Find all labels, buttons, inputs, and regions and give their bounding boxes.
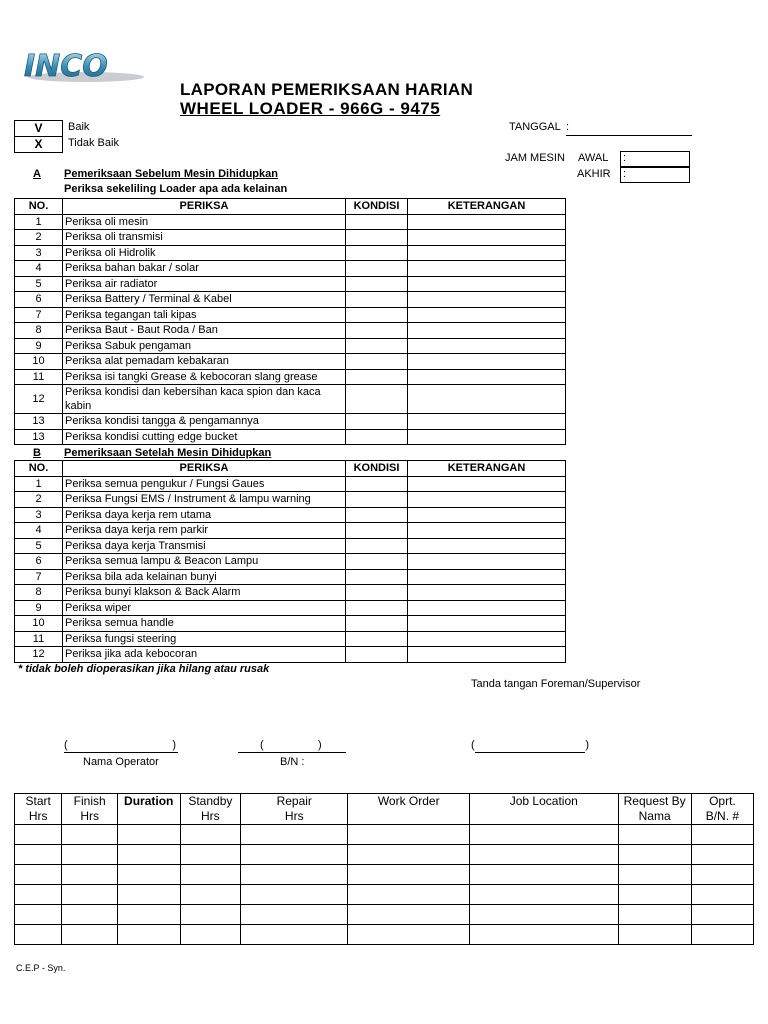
work-cell[interactable] xyxy=(470,865,618,885)
kondisi-cell[interactable] xyxy=(346,323,408,339)
keterangan-cell[interactable] xyxy=(408,554,566,570)
row-number: 6 xyxy=(15,554,63,570)
work-header-cell xyxy=(348,794,470,825)
header-keterangan: KETERANGAN xyxy=(408,461,566,477)
header-keterangan: KETERANGAN xyxy=(408,199,566,215)
row-item: Periksa kondisi cutting edge bucket xyxy=(63,429,346,445)
work-header-cell xyxy=(15,794,62,825)
table-row xyxy=(15,554,566,570)
table-row xyxy=(15,600,566,616)
row-number: 8 xyxy=(15,323,63,339)
keterangan-cell[interactable] xyxy=(408,569,566,585)
work-cell[interactable] xyxy=(618,925,691,945)
work-cell[interactable] xyxy=(691,885,753,905)
kondisi-cell[interactable] xyxy=(346,385,408,414)
row-number: 12 xyxy=(15,385,63,414)
row-number: 2 xyxy=(15,230,63,246)
work-cell[interactable] xyxy=(62,865,117,885)
work-cell[interactable] xyxy=(15,845,62,865)
awal-colon: : xyxy=(623,152,627,164)
table-row xyxy=(15,292,566,308)
row-item: Periksa oli mesin xyxy=(63,214,346,230)
warning-note: * tidak boleh dioperasikan jika hilang atau rusak xyxy=(18,663,270,675)
keterangan-cell[interactable] xyxy=(408,385,566,414)
work-cell[interactable] xyxy=(691,845,753,865)
row-item: Periksa daya kerja rem utama xyxy=(63,507,346,523)
table-row xyxy=(15,647,566,663)
work-header-row xyxy=(15,794,754,825)
row-number: 4 xyxy=(15,523,63,539)
work-cell[interactable] xyxy=(241,905,348,925)
row-item: Periksa Sabuk pengaman xyxy=(63,338,346,354)
kondisi-cell[interactable] xyxy=(346,276,408,292)
table-row xyxy=(15,323,566,339)
row-item: Periksa alat pemadam kebakaran xyxy=(63,354,346,370)
bn-close-paren: ) xyxy=(318,739,322,751)
kondisi-cell[interactable] xyxy=(346,492,408,508)
row-item: Periksa air radiator xyxy=(63,276,346,292)
work-cell[interactable] xyxy=(691,905,753,925)
kondisi-cell[interactable] xyxy=(346,292,408,308)
work-header-line1: Oprt. xyxy=(709,794,736,808)
keterangan-cell[interactable] xyxy=(408,369,566,385)
legend-symbol-bad: X xyxy=(14,136,63,153)
kondisi-cell[interactable] xyxy=(346,538,408,554)
row-number: 3 xyxy=(15,507,63,523)
work-cell[interactable] xyxy=(241,825,348,845)
row-item: Periksa semua pengukur / Fungsi Gaues xyxy=(63,476,346,492)
keterangan-cell[interactable] xyxy=(408,338,566,354)
row-number: 3 xyxy=(15,245,63,261)
work-header-cell xyxy=(470,794,618,825)
row-item: Periksa semua handle xyxy=(63,616,346,632)
work-cell[interactable] xyxy=(470,885,618,905)
work-row xyxy=(15,885,754,905)
keterangan-cell[interactable] xyxy=(408,616,566,632)
work-cell[interactable] xyxy=(470,845,618,865)
work-cell[interactable] xyxy=(470,825,618,845)
bn-signature-field[interactable] xyxy=(238,740,346,753)
work-row xyxy=(15,905,754,925)
kondisi-cell[interactable] xyxy=(346,230,408,246)
work-cell[interactable] xyxy=(348,865,470,885)
keterangan-cell[interactable] xyxy=(408,214,566,230)
logo-text: INCO xyxy=(24,50,108,84)
work-cell[interactable] xyxy=(180,885,241,905)
keterangan-cell[interactable] xyxy=(408,647,566,663)
keterangan-cell[interactable] xyxy=(408,230,566,246)
table-row xyxy=(15,354,566,370)
work-cell[interactable] xyxy=(241,845,348,865)
work-header-line1: Finish xyxy=(73,794,106,808)
row-item: Periksa semua lampu & Beacon Lampu xyxy=(63,554,346,570)
kondisi-cell[interactable] xyxy=(346,429,408,445)
report-subtitle: WHEEL LOADER - 966G - 9475 xyxy=(180,99,441,118)
row-number: 11 xyxy=(15,369,63,385)
work-cell[interactable] xyxy=(180,845,241,865)
table-row xyxy=(15,385,566,414)
table-row xyxy=(15,369,566,385)
table-row xyxy=(15,569,566,585)
kondisi-cell[interactable] xyxy=(346,354,408,370)
header-periksa: PERIKSA xyxy=(63,461,346,477)
table-row xyxy=(15,429,566,445)
work-cell[interactable] xyxy=(15,865,62,885)
kondisi-cell[interactable] xyxy=(346,631,408,647)
kondisi-cell[interactable] xyxy=(346,338,408,354)
legend-label-good: Baik xyxy=(68,121,90,133)
row-item: Periksa kondisi tangga & pengamannya xyxy=(63,414,346,430)
section-b-letter: B xyxy=(33,447,41,459)
report-title: LAPORAN PEMERIKSAAN HARIAN xyxy=(180,80,474,99)
row-number: 4 xyxy=(15,261,63,277)
row-number: 11 xyxy=(15,631,63,647)
section-a-letter: A xyxy=(33,168,41,180)
section-b-table xyxy=(14,460,566,663)
work-cell[interactable] xyxy=(180,905,241,925)
kondisi-cell[interactable] xyxy=(346,307,408,323)
work-cell[interactable] xyxy=(180,825,241,845)
table-row xyxy=(15,507,566,523)
row-item: Periksa oli transmisi xyxy=(63,230,346,246)
foreman-close-paren: ) xyxy=(585,739,589,751)
row-number: 2 xyxy=(15,492,63,508)
akhir-label: AKHIR xyxy=(577,168,611,180)
work-header-line2: Hrs xyxy=(28,809,48,823)
kondisi-cell[interactable] xyxy=(346,507,408,523)
kondisi-cell[interactable] xyxy=(346,554,408,570)
keterangan-cell[interactable] xyxy=(408,476,566,492)
table-header-row xyxy=(15,461,566,477)
header-periksa: PERIKSA xyxy=(63,199,346,215)
row-number: 8 xyxy=(15,585,63,601)
work-cell[interactable] xyxy=(62,925,117,945)
row-item: Periksa kondisi dan kebersihan kaca spion dan kaca kabin xyxy=(63,385,346,414)
row-number: 13 xyxy=(15,429,63,445)
signature-label: Tanda tangan Foreman/Supervisor xyxy=(471,678,641,690)
row-number: 13 xyxy=(15,414,63,430)
kondisi-cell[interactable] xyxy=(346,616,408,632)
work-cell[interactable] xyxy=(117,825,180,845)
work-cell[interactable] xyxy=(241,925,348,945)
work-header-line1: Request By xyxy=(623,794,686,808)
operator-open-paren: ( xyxy=(64,739,68,751)
row-number: 7 xyxy=(15,569,63,585)
table-row xyxy=(15,230,566,246)
work-cell[interactable] xyxy=(117,865,180,885)
header-no: NO. xyxy=(15,461,63,477)
row-item: Periksa fungsi steering xyxy=(63,631,346,647)
work-header-line2: Hrs xyxy=(284,809,304,823)
table-row xyxy=(15,616,566,632)
work-cell[interactable] xyxy=(618,905,691,925)
foreman-signature-field[interactable] xyxy=(471,740,589,752)
kondisi-cell[interactable] xyxy=(346,245,408,261)
keterangan-cell[interactable] xyxy=(408,354,566,370)
kondisi-cell[interactable] xyxy=(346,214,408,230)
row-number: 9 xyxy=(15,338,63,354)
work-cell[interactable] xyxy=(691,825,753,845)
work-header-line2: Hrs xyxy=(201,809,220,823)
work-cell[interactable] xyxy=(618,825,691,845)
keterangan-cell[interactable] xyxy=(408,429,566,445)
work-cell[interactable] xyxy=(348,845,470,865)
work-cell[interactable] xyxy=(62,825,117,845)
keterangan-cell[interactable] xyxy=(408,276,566,292)
row-number: 12 xyxy=(15,647,63,663)
row-number: 10 xyxy=(15,616,63,632)
work-row xyxy=(15,825,754,845)
work-header-cell xyxy=(117,794,180,825)
row-item: Periksa Battery / Terminal & Kabel xyxy=(63,292,346,308)
bn-label: B/N : xyxy=(280,756,305,768)
keterangan-cell[interactable] xyxy=(408,492,566,508)
akhir-input[interactable] xyxy=(620,167,690,183)
operator-signature-field[interactable] xyxy=(64,740,178,753)
section-a-title: Pemeriksaan Sebelum Mesin Dihidupkan xyxy=(64,168,278,180)
work-header-line1: Start xyxy=(25,794,51,808)
work-log-table xyxy=(14,793,754,945)
row-item: Periksa isi tangki Grease & kebocoran slang grease xyxy=(63,369,346,385)
keterangan-cell[interactable] xyxy=(408,600,566,616)
work-header-line2: B/N. # xyxy=(705,809,740,823)
work-header-line2: Nama xyxy=(638,809,671,823)
header-kondisi: KONDISI xyxy=(346,461,408,477)
row-number: 5 xyxy=(15,276,63,292)
tanggal-input-line[interactable] xyxy=(566,135,692,136)
kondisi-cell[interactable] xyxy=(346,600,408,616)
keterangan-cell[interactable] xyxy=(408,245,566,261)
work-cell[interactable] xyxy=(241,885,348,905)
awal-input[interactable] xyxy=(620,151,690,167)
work-cell[interactable] xyxy=(618,885,691,905)
kondisi-cell[interactable] xyxy=(346,476,408,492)
row-item: Periksa Fungsi EMS / Instrument & lampu warning xyxy=(63,492,346,508)
work-cell[interactable] xyxy=(618,845,691,865)
kondisi-cell[interactable] xyxy=(346,523,408,539)
row-number: 7 xyxy=(15,307,63,323)
header-no: NO. xyxy=(15,199,63,215)
work-row xyxy=(15,845,754,865)
row-number: 5 xyxy=(15,538,63,554)
table-row xyxy=(15,476,566,492)
work-header-cell xyxy=(618,794,691,825)
work-cell[interactable] xyxy=(470,905,618,925)
row-number: 1 xyxy=(15,476,63,492)
work-cell[interactable] xyxy=(241,865,348,885)
keterangan-cell[interactable] xyxy=(408,538,566,554)
work-cell[interactable] xyxy=(470,925,618,945)
keterangan-cell[interactable] xyxy=(408,507,566,523)
work-header-line1: Duration xyxy=(124,794,174,808)
keterangan-cell[interactable] xyxy=(408,292,566,308)
section-a-table xyxy=(14,198,566,445)
work-cell[interactable] xyxy=(180,925,241,945)
row-item: Periksa wiper xyxy=(63,600,346,616)
akhir-colon: : xyxy=(623,168,627,180)
table-row xyxy=(15,414,566,430)
table-row xyxy=(15,585,566,601)
work-cell[interactable] xyxy=(117,885,180,905)
work-cell[interactable] xyxy=(117,905,180,925)
row-item: Periksa bila ada kelainan bunyi xyxy=(63,569,346,585)
work-header-cell xyxy=(691,794,753,825)
work-header-line1: Standby xyxy=(188,794,233,808)
operator-name-label: Nama Operator xyxy=(83,756,159,768)
footer-code: C.E.P - Syn. xyxy=(16,963,66,973)
table-row xyxy=(15,276,566,292)
table-row xyxy=(15,338,566,354)
work-header-cell xyxy=(62,794,117,825)
work-cell[interactable] xyxy=(117,925,180,945)
keterangan-cell[interactable] xyxy=(408,414,566,430)
legend-label-bad: Tidak Baik xyxy=(68,137,119,149)
work-cell[interactable] xyxy=(15,925,62,945)
work-cell[interactable] xyxy=(62,845,117,865)
work-header-cell xyxy=(241,794,348,825)
keterangan-cell[interactable] xyxy=(408,523,566,539)
work-header-line1: Job Location xyxy=(509,794,578,808)
row-item: Periksa daya kerja rem parkir xyxy=(63,523,346,539)
tanggal-colon: : xyxy=(566,121,570,133)
table-row xyxy=(15,214,566,230)
row-number: 1 xyxy=(15,214,63,230)
kondisi-cell[interactable] xyxy=(346,261,408,277)
work-cell[interactable] xyxy=(348,925,470,945)
company-logo xyxy=(20,50,146,84)
table-row xyxy=(15,261,566,277)
work-cell[interactable] xyxy=(348,885,470,905)
table-row xyxy=(15,538,566,554)
work-cell[interactable] xyxy=(62,905,117,925)
work-header-line2: Hrs xyxy=(80,809,99,823)
operator-close-paren: ) xyxy=(172,739,176,751)
row-item: Periksa oli Hidrolik xyxy=(63,245,346,261)
row-number: 10 xyxy=(15,354,63,370)
work-cell[interactable] xyxy=(117,845,180,865)
legend-symbol-good: V xyxy=(14,120,63,137)
kondisi-cell[interactable] xyxy=(346,369,408,385)
keterangan-cell[interactable] xyxy=(408,585,566,601)
table-row xyxy=(15,245,566,261)
section-a-subtitle: Periksa sekeliling Loader apa ada kelainan xyxy=(64,183,288,195)
work-cell[interactable] xyxy=(691,925,753,945)
work-cell[interactable] xyxy=(15,885,62,905)
kondisi-cell[interactable] xyxy=(346,647,408,663)
keterangan-cell[interactable] xyxy=(408,307,566,323)
header-kondisi: KONDISI xyxy=(346,199,408,215)
foreman-open-paren: ( xyxy=(471,739,475,751)
work-cell[interactable] xyxy=(62,885,117,905)
work-header-line1: Repair xyxy=(276,794,312,808)
row-item: Periksa jika ada kebocoran xyxy=(63,647,346,663)
work-cell[interactable] xyxy=(618,865,691,885)
kondisi-cell[interactable] xyxy=(346,569,408,585)
work-row xyxy=(15,925,754,945)
work-cell[interactable] xyxy=(15,825,62,845)
work-cell[interactable] xyxy=(15,905,62,925)
row-number: 9 xyxy=(15,600,63,616)
kondisi-cell[interactable] xyxy=(346,414,408,430)
row-item: Periksa tegangan tali kipas xyxy=(63,307,346,323)
jam-mesin-label: JAM MESIN xyxy=(505,152,565,164)
kondisi-cell[interactable] xyxy=(346,585,408,601)
work-cell[interactable] xyxy=(348,825,470,845)
row-item: Periksa bahan bakar / solar xyxy=(63,261,346,277)
keterangan-cell[interactable] xyxy=(408,323,566,339)
work-cell[interactable] xyxy=(691,865,753,885)
section-b-title: Pemeriksaan Setelah Mesin Dihidupkan xyxy=(64,447,272,459)
table-row xyxy=(15,492,566,508)
row-item: Periksa daya kerja Transmisi xyxy=(63,538,346,554)
awal-label: AWAL xyxy=(578,152,609,164)
work-header-line1: Work Order xyxy=(377,794,440,808)
tanggal-label: TANGGAL xyxy=(509,121,561,133)
row-number: 6 xyxy=(15,292,63,308)
table-row xyxy=(15,631,566,647)
work-row xyxy=(15,865,754,885)
keterangan-cell[interactable] xyxy=(408,631,566,647)
row-item: Periksa Baut - Baut Roda / Ban xyxy=(63,323,346,339)
bn-open-paren: ( xyxy=(260,739,264,751)
table-header-row xyxy=(15,199,566,215)
table-row xyxy=(15,523,566,539)
work-cell[interactable] xyxy=(348,905,470,925)
row-item: Periksa bunyi klakson & Back Alarm xyxy=(63,585,346,601)
work-header-cell xyxy=(180,794,241,825)
work-cell[interactable] xyxy=(180,865,241,885)
table-row xyxy=(15,307,566,323)
keterangan-cell[interactable] xyxy=(408,261,566,277)
